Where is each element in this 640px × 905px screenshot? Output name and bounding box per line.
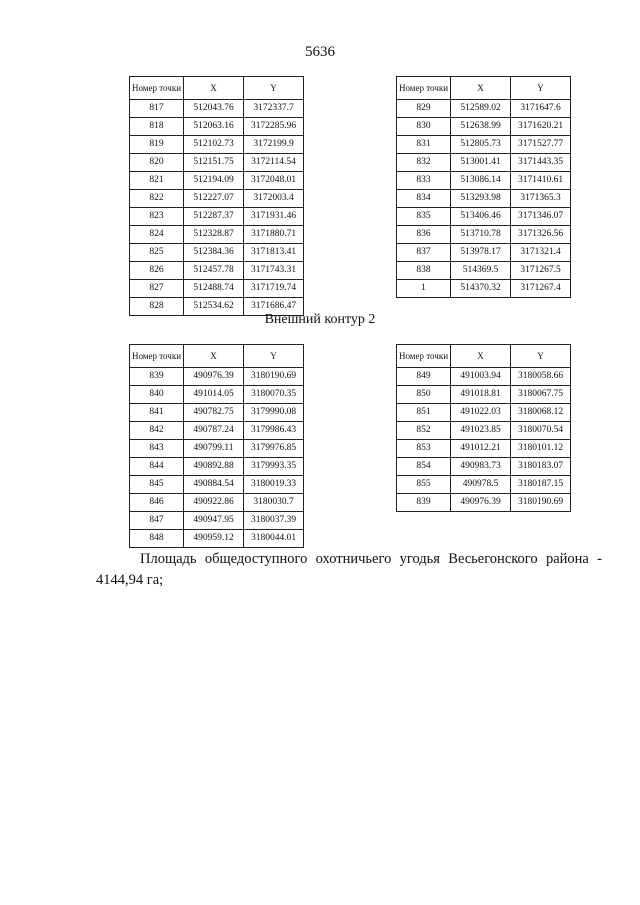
x-coordinate-cell: 513710.78 bbox=[451, 226, 511, 244]
point-number-cell: 847 bbox=[130, 512, 184, 530]
x-coordinate-cell: 514369.5 bbox=[451, 262, 511, 280]
x-coordinate-cell: 513978.17 bbox=[451, 244, 511, 262]
point-number-cell: 855 bbox=[397, 476, 451, 494]
x-coordinate-cell: 512227.07 bbox=[184, 190, 244, 208]
x-coordinate-cell: 513001.41 bbox=[451, 154, 511, 172]
point-number-cell: 833 bbox=[397, 172, 451, 190]
y-header: Y bbox=[244, 77, 304, 100]
point-number-cell: 841 bbox=[130, 404, 184, 422]
x-coordinate-cell: 512151.75 bbox=[184, 154, 244, 172]
x-coordinate-cell: 490799.11 bbox=[184, 440, 244, 458]
point-number-cell: 849 bbox=[397, 368, 451, 386]
x-coordinate-cell: 512534.62 bbox=[184, 298, 244, 316]
x-coordinate-cell: 512063.16 bbox=[184, 118, 244, 136]
x-coordinate-cell: 512488.74 bbox=[184, 280, 244, 298]
table-row bbox=[130, 280, 304, 298]
y-coordinate-cell: 3171410.61 bbox=[511, 172, 571, 190]
point-number-cell: 832 bbox=[397, 154, 451, 172]
y-coordinate-cell: 3171321.4 bbox=[511, 244, 571, 262]
x-coordinate-cell: 512194.09 bbox=[184, 172, 244, 190]
table-row bbox=[130, 404, 304, 422]
table-row bbox=[130, 190, 304, 208]
x-header: X bbox=[184, 77, 244, 100]
point-number-cell: 820 bbox=[130, 154, 184, 172]
x-coordinate-cell: 490922.86 bbox=[184, 494, 244, 512]
point-number-cell: 840 bbox=[130, 386, 184, 404]
table-row bbox=[130, 458, 304, 476]
y-header: Y bbox=[511, 345, 571, 368]
coordinates-table-3 bbox=[129, 344, 304, 548]
y-coordinate-cell: 3180030.7 bbox=[244, 494, 304, 512]
table-row bbox=[397, 208, 571, 226]
table-row bbox=[130, 172, 304, 190]
y-coordinate-cell: 3171686.47 bbox=[244, 298, 304, 316]
table-row bbox=[397, 422, 571, 440]
y-coordinate-cell: 3180183.07 bbox=[511, 458, 571, 476]
point-number-cell: 853 bbox=[397, 440, 451, 458]
x-coordinate-cell: 491023.85 bbox=[451, 422, 511, 440]
point-number-cell: 1 bbox=[397, 280, 451, 298]
y-coordinate-cell: 3171267.5 bbox=[511, 262, 571, 280]
y-coordinate-cell: 3172199.9 bbox=[244, 136, 304, 154]
point-number-cell: 843 bbox=[130, 440, 184, 458]
table-row bbox=[130, 208, 304, 226]
x-coordinate-cell: 512638.99 bbox=[451, 118, 511, 136]
table-row bbox=[397, 368, 571, 386]
x-coordinate-cell: 490976.39 bbox=[184, 368, 244, 386]
table-row bbox=[130, 476, 304, 494]
point-number-header: Номер точки bbox=[130, 77, 184, 100]
point-number-header: Номер точки bbox=[397, 345, 451, 368]
x-coordinate-cell: 490976.39 bbox=[451, 494, 511, 512]
y-coordinate-cell: 3171346.07 bbox=[511, 208, 571, 226]
x-coordinate-cell: 491012.21 bbox=[451, 440, 511, 458]
point-number-cell: 848 bbox=[130, 530, 184, 548]
table-header-row bbox=[397, 345, 571, 368]
table-row bbox=[130, 262, 304, 280]
point-number-cell: 850 bbox=[397, 386, 451, 404]
y-coordinate-cell: 3171527.77 bbox=[511, 136, 571, 154]
table-row bbox=[130, 136, 304, 154]
y-coordinate-cell: 3180070.35 bbox=[244, 386, 304, 404]
point-number-cell: 845 bbox=[130, 476, 184, 494]
x-coordinate-cell: 491003.94 bbox=[451, 368, 511, 386]
point-number-cell: 818 bbox=[130, 118, 184, 136]
y-coordinate-cell: 3180187.15 bbox=[511, 476, 571, 494]
table-row bbox=[130, 440, 304, 458]
table-row bbox=[397, 280, 571, 298]
x-coordinate-cell: 491014.05 bbox=[184, 386, 244, 404]
y-coordinate-cell: 3180101.12 bbox=[511, 440, 571, 458]
x-coordinate-cell: 513293.98 bbox=[451, 190, 511, 208]
section-title: Внешний контур 2 bbox=[264, 312, 376, 327]
y-coordinate-cell: 3172337.7 bbox=[244, 100, 304, 118]
table-row bbox=[397, 476, 571, 494]
x-coordinate-cell: 490978.5 bbox=[451, 476, 511, 494]
x-coordinate-cell: 512043.76 bbox=[184, 100, 244, 118]
x-coordinate-cell: 491018.81 bbox=[451, 386, 511, 404]
x-coordinate-cell: 490959.12 bbox=[184, 530, 244, 548]
x-coordinate-cell: 512805.73 bbox=[451, 136, 511, 154]
x-header: X bbox=[184, 345, 244, 368]
y-coordinate-cell: 3180067.75 bbox=[511, 386, 571, 404]
point-number-cell: 839 bbox=[397, 494, 451, 512]
area-statement: Площадь общедоступного охотничьего угодья Весьегонского района - 4144,94 га; bbox=[96, 551, 602, 588]
y-header: Y bbox=[244, 345, 304, 368]
x-coordinate-cell: 490884.54 bbox=[184, 476, 244, 494]
y-header: Y bbox=[511, 77, 571, 100]
x-header: X bbox=[451, 77, 511, 100]
table-row bbox=[397, 154, 571, 172]
x-coordinate-cell: 512457.78 bbox=[184, 262, 244, 280]
y-coordinate-cell: 3171620.21 bbox=[511, 118, 571, 136]
y-coordinate-cell: 3180019.33 bbox=[244, 476, 304, 494]
point-number-cell: 823 bbox=[130, 208, 184, 226]
y-coordinate-cell: 3180190.69 bbox=[244, 368, 304, 386]
y-coordinate-cell: 3172048.01 bbox=[244, 172, 304, 190]
point-number-cell: 827 bbox=[130, 280, 184, 298]
table-row bbox=[130, 244, 304, 262]
x-coordinate-cell: 513086.14 bbox=[451, 172, 511, 190]
x-coordinate-cell: 514370.32 bbox=[451, 280, 511, 298]
x-coordinate-cell: 491022.03 bbox=[451, 404, 511, 422]
point-number-cell: 817 bbox=[130, 100, 184, 118]
point-number-cell: 844 bbox=[130, 458, 184, 476]
y-coordinate-cell: 3171813.41 bbox=[244, 244, 304, 262]
y-coordinate-cell: 3180058.66 bbox=[511, 368, 571, 386]
point-number-cell: 822 bbox=[130, 190, 184, 208]
table-row bbox=[130, 530, 304, 548]
y-coordinate-cell: 3171443.35 bbox=[511, 154, 571, 172]
y-coordinate-cell: 3180044.01 bbox=[244, 530, 304, 548]
table-row bbox=[397, 262, 571, 280]
point-number-cell: 824 bbox=[130, 226, 184, 244]
point-number-cell: 821 bbox=[130, 172, 184, 190]
y-coordinate-cell: 3172285.96 bbox=[244, 118, 304, 136]
y-coordinate-cell: 3179990.08 bbox=[244, 404, 304, 422]
point-number-cell: 839 bbox=[130, 368, 184, 386]
table-row bbox=[397, 172, 571, 190]
point-number-cell: 836 bbox=[397, 226, 451, 244]
point-number-header: Номер точки bbox=[130, 345, 184, 368]
point-number-cell: 842 bbox=[130, 422, 184, 440]
coordinates-table-1 bbox=[129, 76, 304, 316]
x-coordinate-cell: 490892.88 bbox=[184, 458, 244, 476]
table-row bbox=[130, 368, 304, 386]
y-coordinate-cell: 3171326.56 bbox=[511, 226, 571, 244]
y-coordinate-cell: 3180037.39 bbox=[244, 512, 304, 530]
point-number-cell: 852 bbox=[397, 422, 451, 440]
x-coordinate-cell: 512384.36 bbox=[184, 244, 244, 262]
y-coordinate-cell: 3171880.71 bbox=[244, 226, 304, 244]
table-row bbox=[397, 118, 571, 136]
table-row bbox=[397, 136, 571, 154]
table-row bbox=[397, 226, 571, 244]
point-number-cell: 834 bbox=[397, 190, 451, 208]
point-number-cell: 851 bbox=[397, 404, 451, 422]
table-row bbox=[397, 494, 571, 512]
point-number-cell: 837 bbox=[397, 244, 451, 262]
coordinates-table-2 bbox=[396, 76, 571, 298]
table-header-row bbox=[130, 77, 304, 100]
y-coordinate-cell: 3179993.35 bbox=[244, 458, 304, 476]
y-coordinate-cell: 3172003.4 bbox=[244, 190, 304, 208]
y-coordinate-cell: 3171743.31 bbox=[244, 262, 304, 280]
table-row bbox=[397, 190, 571, 208]
table-row bbox=[130, 422, 304, 440]
point-number-cell: 835 bbox=[397, 208, 451, 226]
point-number-cell: 838 bbox=[397, 262, 451, 280]
table-row bbox=[130, 226, 304, 244]
point-number-cell: 854 bbox=[397, 458, 451, 476]
point-number-cell: 830 bbox=[397, 118, 451, 136]
point-number-cell: 831 bbox=[397, 136, 451, 154]
table-row bbox=[397, 100, 571, 118]
x-coordinate-cell: 512589.02 bbox=[451, 100, 511, 118]
point-number-cell: 846 bbox=[130, 494, 184, 512]
x-coordinate-cell: 512287.37 bbox=[184, 208, 244, 226]
point-number-cell: 826 bbox=[130, 262, 184, 280]
point-number-header: Номер точки bbox=[397, 77, 451, 100]
table-header-row bbox=[130, 345, 304, 368]
y-coordinate-cell: 3171267.4 bbox=[511, 280, 571, 298]
table-header-row bbox=[397, 77, 571, 100]
table-row bbox=[130, 100, 304, 118]
table-row bbox=[397, 404, 571, 422]
y-coordinate-cell: 3180068.12 bbox=[511, 404, 571, 422]
y-coordinate-cell: 3172114.54 bbox=[244, 154, 304, 172]
x-coordinate-cell: 490983.73 bbox=[451, 458, 511, 476]
x-coordinate-cell: 512102.73 bbox=[184, 136, 244, 154]
table-row bbox=[130, 386, 304, 404]
table-row bbox=[130, 494, 304, 512]
x-coordinate-cell: 512328.87 bbox=[184, 226, 244, 244]
x-coordinate-cell: 490787.24 bbox=[184, 422, 244, 440]
point-number-cell: 825 bbox=[130, 244, 184, 262]
table-row bbox=[397, 440, 571, 458]
x-coordinate-cell: 490782.75 bbox=[184, 404, 244, 422]
y-coordinate-cell: 3171365.3 bbox=[511, 190, 571, 208]
table-row bbox=[397, 244, 571, 262]
point-number-cell: 828 bbox=[130, 298, 184, 316]
y-coordinate-cell: 3171719.74 bbox=[244, 280, 304, 298]
x-header: X bbox=[451, 345, 511, 368]
y-coordinate-cell: 3179986.43 bbox=[244, 422, 304, 440]
y-coordinate-cell: 3180070.54 bbox=[511, 422, 571, 440]
y-coordinate-cell: 3179976.85 bbox=[244, 440, 304, 458]
y-coordinate-cell: 3180190.69 bbox=[511, 494, 571, 512]
table-row bbox=[130, 154, 304, 172]
x-coordinate-cell: 513406.46 bbox=[451, 208, 511, 226]
coordinates-table-4 bbox=[396, 344, 571, 512]
page-number: 5636 bbox=[305, 44, 335, 60]
table-row bbox=[397, 458, 571, 476]
table-row bbox=[397, 386, 571, 404]
y-coordinate-cell: 3171647.6 bbox=[511, 100, 571, 118]
x-coordinate-cell: 490947.95 bbox=[184, 512, 244, 530]
table-row bbox=[130, 118, 304, 136]
point-number-cell: 829 bbox=[397, 100, 451, 118]
y-coordinate-cell: 3171931.46 bbox=[244, 208, 304, 226]
table-row bbox=[130, 512, 304, 530]
point-number-cell: 819 bbox=[130, 136, 184, 154]
